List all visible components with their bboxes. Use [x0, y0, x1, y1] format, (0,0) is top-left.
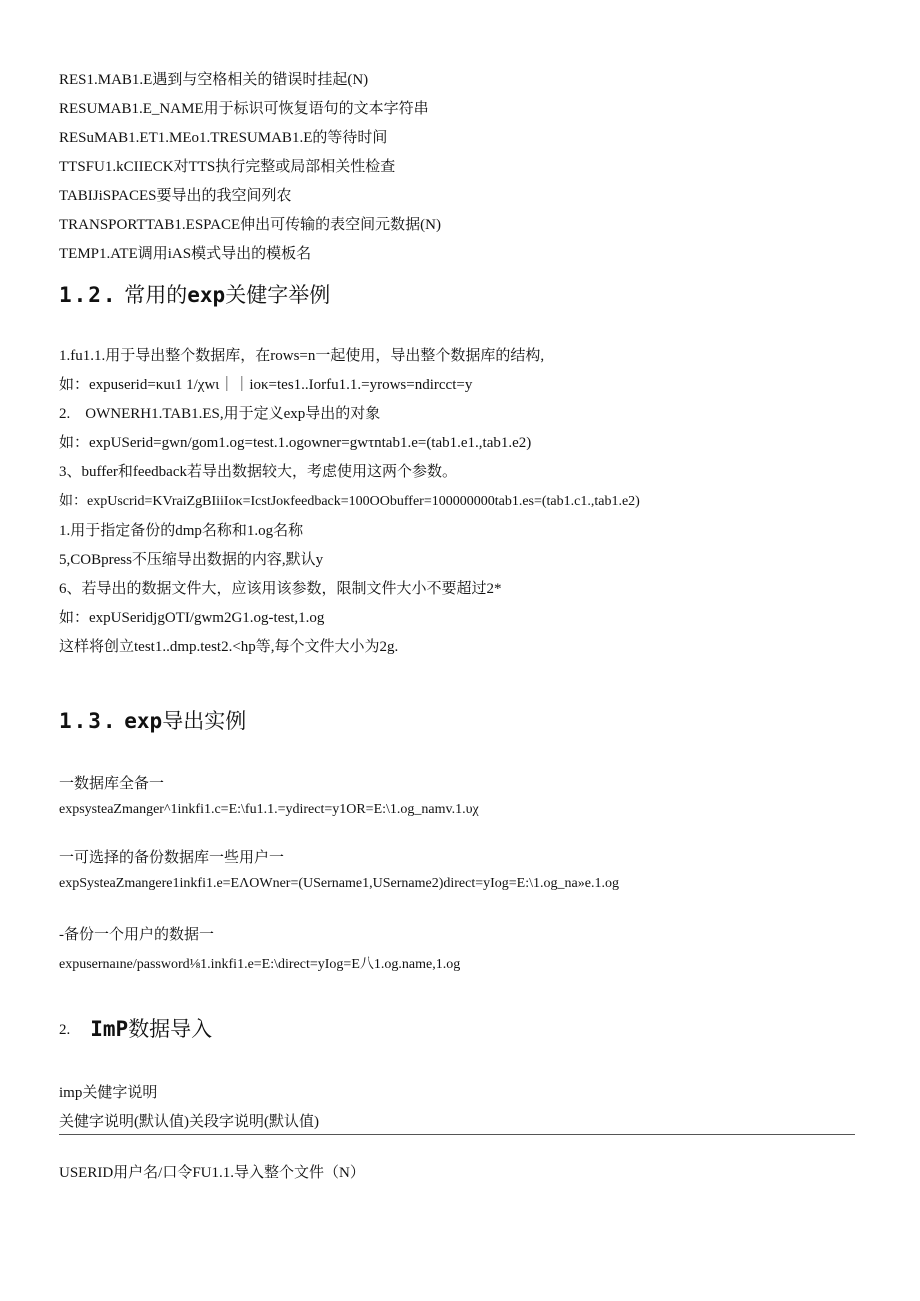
example-line-file-log: 1.用于指定备份的dmp名称和1.og名称	[59, 523, 304, 539]
section-2-keyword: ImP	[90, 1017, 129, 1041]
heading-1-3	[59, 708, 246, 734]
heading-section-2	[59, 1016, 212, 1043]
heading-1-2-keyword: exp	[187, 283, 226, 307]
example-line-filesize: 6、若导出的数据文件大，应该用该参数，限制文件大小不要超过2*	[59, 581, 502, 597]
heading-1-3-post: 导出实例	[162, 709, 247, 733]
heading-1-2	[59, 282, 330, 308]
heading-1-2-pre: 常用的	[124, 283, 188, 307]
example-cmd-one-user: expusernaıne/password⅛1.inkfi1.e=E:\direct=yIog=E八1.og.name,1.og	[59, 957, 461, 972]
example-title-some-users: 一可选择的备份数据库一些用户一	[59, 850, 285, 866]
imp-table-header: 关健字说明(默认值)关段字说明(默认值)	[59, 1114, 319, 1130]
example-line-full-cmd: 如：expuserid=κuι1 1/χwι｜｜ioκ=tes1..Iorfu1.1.=yrows=ndircct=y	[59, 377, 473, 393]
example-line-filesize-result: 这样将创立test1..dmp.test2.<hp等,每个文件大小为2g.	[59, 639, 399, 655]
param-line-tts-full-check: TTSFU1.kCIIECK对TTS执行完整或局部相关性检查	[59, 159, 396, 175]
heading-1-2-number: 1.2.	[59, 283, 118, 307]
example-title-one-user: -备份一个用户的数据一	[59, 927, 214, 943]
example-line-buffer-cmd: 如：expUscrid=KVraiZgBIiiIoκ=IcstJoκfeedback=100OObuffer=100000000tab1.es=(tab1.c1.,tab1.e2)	[59, 494, 640, 509]
param-line-transport-tablespace: TRANSPORTTAB1.ESPACE伸出可传输的表空间元数据(N)	[59, 217, 441, 233]
imp-intro: imp关健字说明	[59, 1085, 158, 1101]
example-title-full-db: 一数据库全备一	[59, 776, 165, 792]
table-divider	[59, 1134, 855, 1135]
example-line-filesize-cmd: 如：expUSeridjgOTI/gwm2G1.og-test,1.og	[59, 610, 325, 626]
param-line-resumable-name: RESUMAB1.E_NAME用于标识可恢复语句的文本字符串	[59, 101, 429, 117]
example-line-full: 1.fu1.1.用于导出整个数据库，在rows=n一起使用，导出整个数据库的结构,	[59, 348, 545, 364]
imp-table-row-userid: USERID用户名/口令FU1.1.导入整个文件（N）	[59, 1165, 365, 1181]
example-line-owner-tables: 2. OWNERH1.TAB1.ES,用于定义exp导出的对象	[59, 406, 381, 422]
param-line-tablespaces: TABIJiSPACES要导出的我空间列农	[59, 188, 292, 204]
heading-1-2-post: 关健字举例	[225, 283, 331, 307]
example-line-buffer-feedback: 3、buffer和feedback若导出数据较大，考虑使用这两个参数。	[59, 464, 458, 480]
section-2-number: 2.	[59, 1022, 71, 1038]
section-2-post: 数据导入	[128, 1017, 213, 1041]
param-line-resumable: RES1.MAB1.E遇到与空格相关的错误时挂起(N)	[59, 72, 369, 88]
param-line-resumable-timeout: RESuMAB1.ET1.MEo1.TRESUMAB1.E的等待时间	[59, 130, 388, 146]
example-line-compress: 5,COBpress不压缩导出数据的内容,默认y	[59, 552, 324, 568]
example-cmd-some-users: expSysteaZmangere1inkfi1.e=EΛOWner=(USername1,USername2)direct=yIog=E:\1.og_na»e.1.og	[59, 876, 619, 891]
example-line-owner-cmd: 如：expUSerid=gwn/gom1.og=test.1.ogowner=gwτntab1.e=(tab1.e1.,tab1.e2)	[59, 435, 532, 451]
example-cmd-full-db: expsysteaZmanger^1inkfi1.c=E:\fu1.1.=ydirect=y1OR=E:\1.og_namv.1.υχ	[59, 802, 479, 817]
heading-1-3-keyword: exp	[124, 709, 163, 733]
heading-1-3-number: 1.3.	[59, 709, 118, 733]
param-line-template: TEMP1.ATE调用iAS模式导出的模板名	[59, 246, 312, 262]
